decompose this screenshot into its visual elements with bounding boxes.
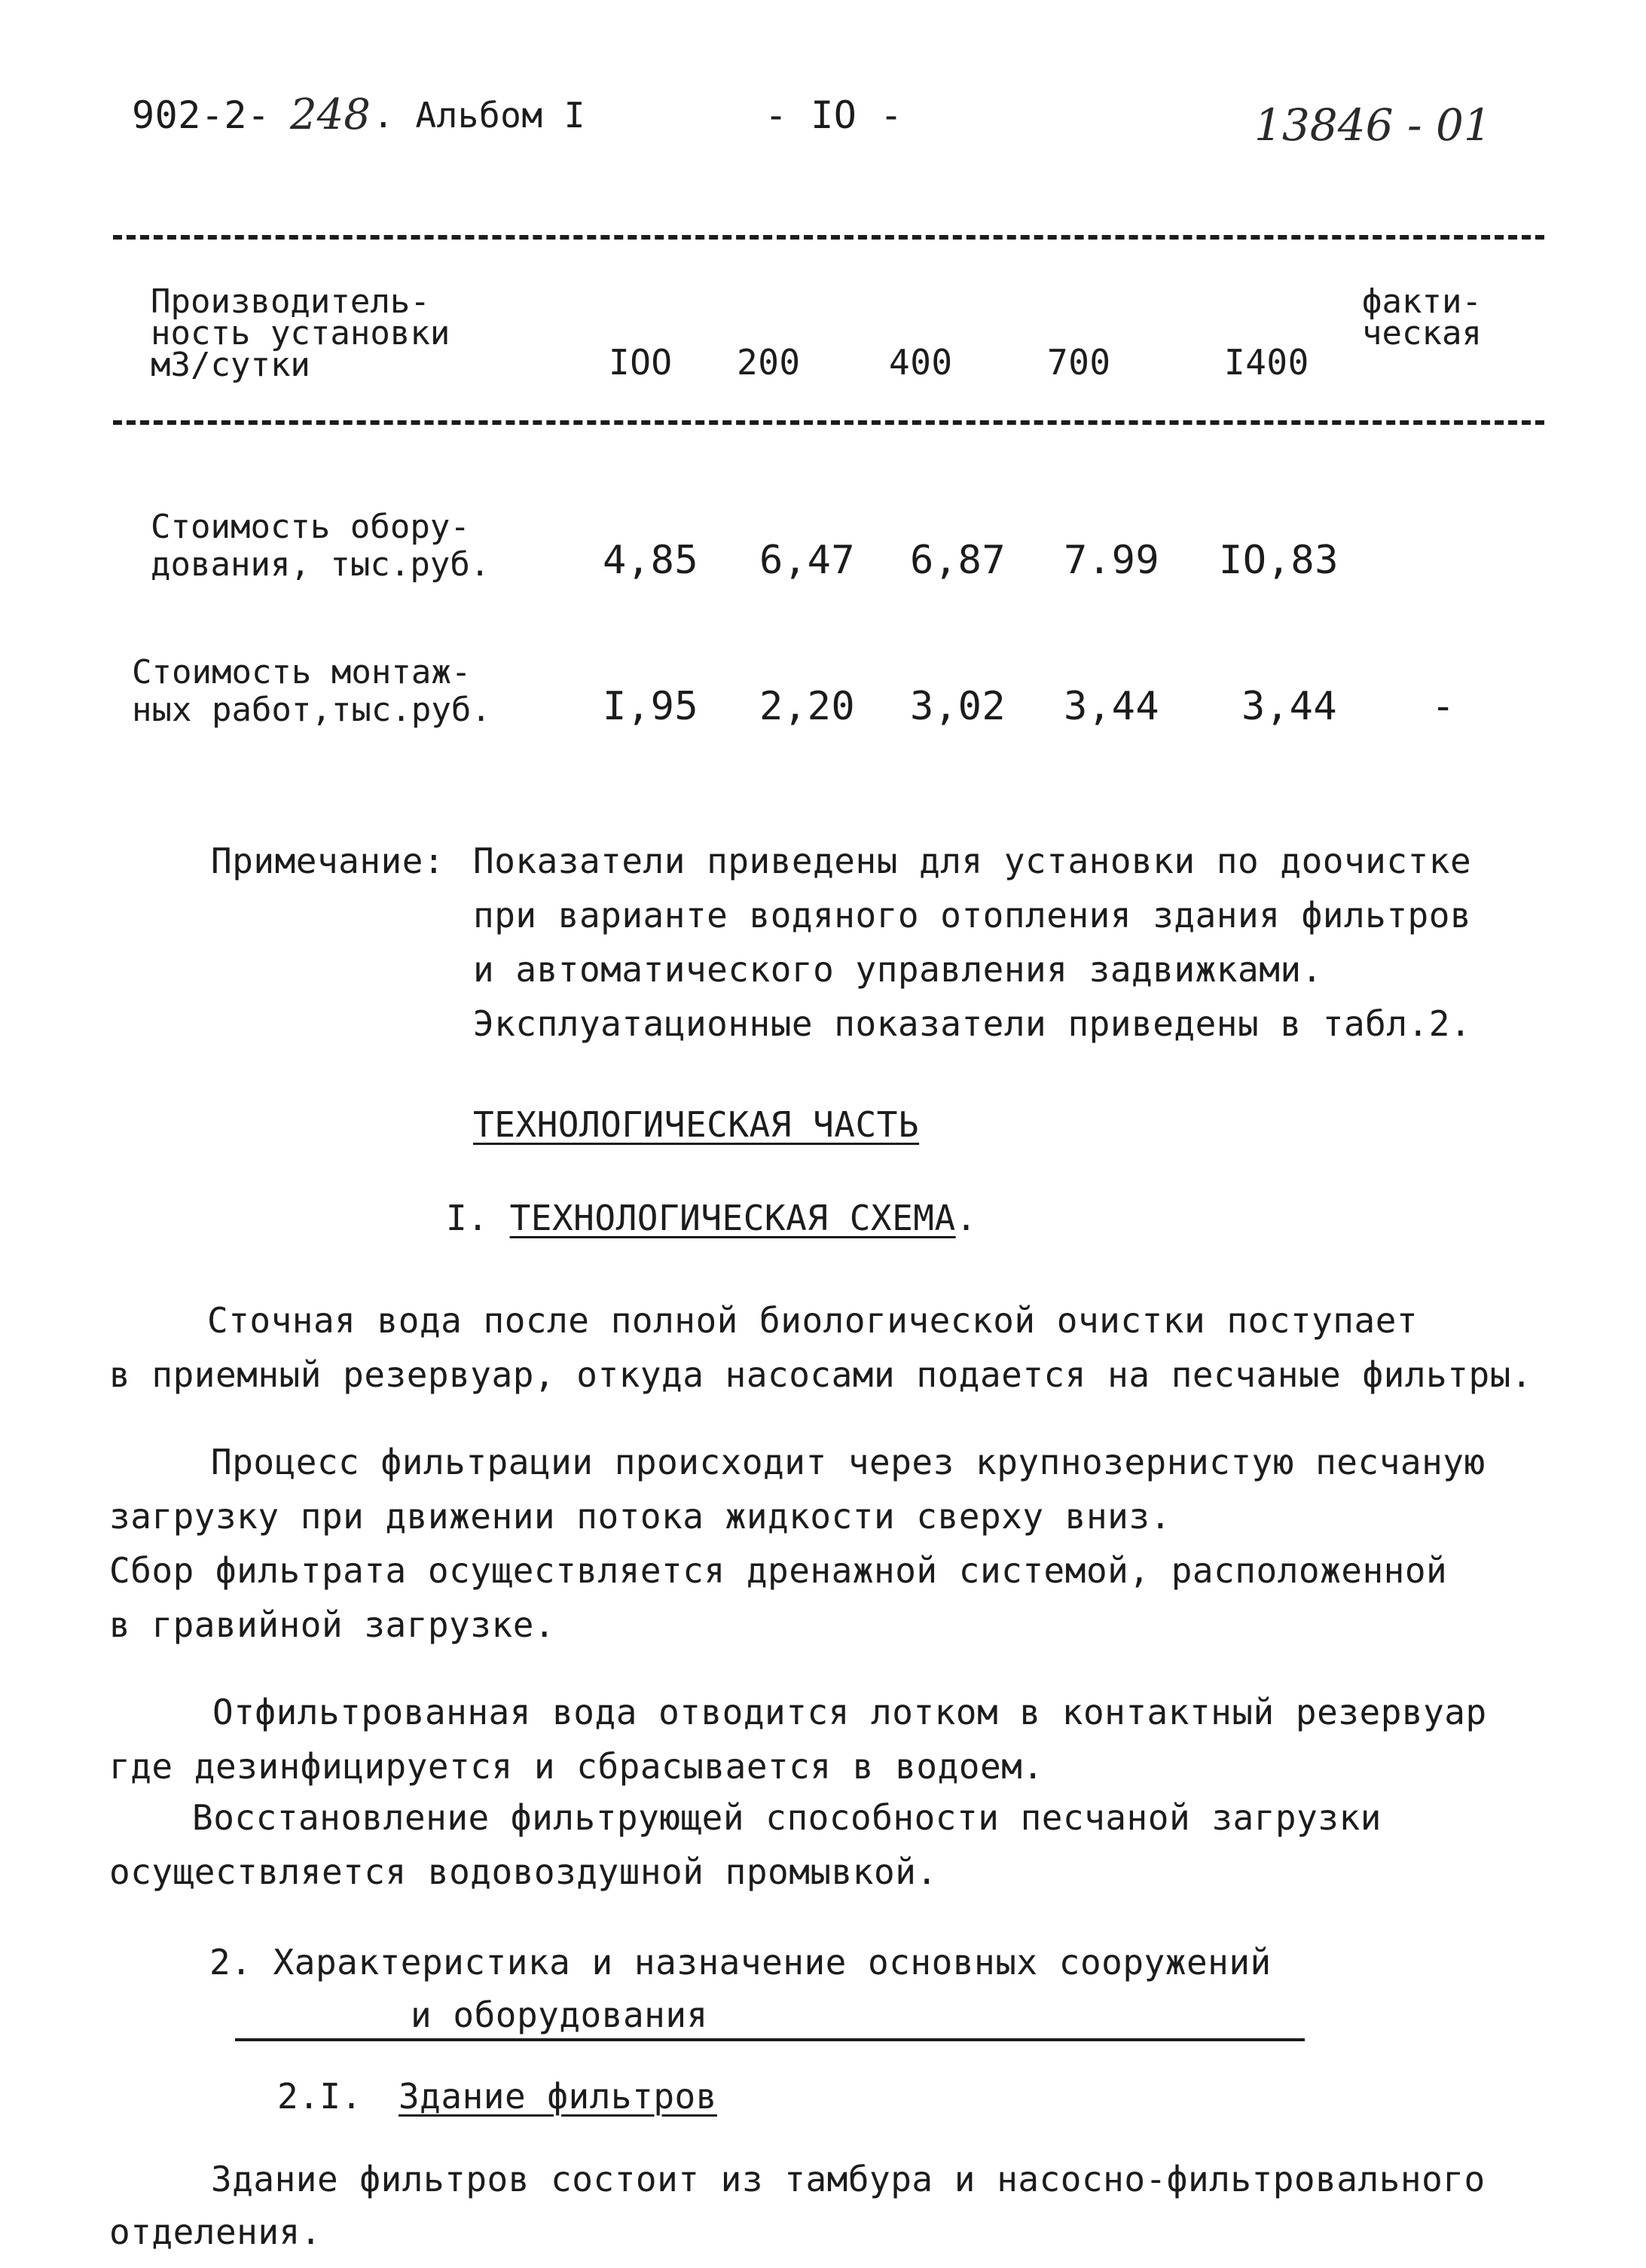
section-title: ТЕХНОЛОГИЧЕСКАЯ ЧАСТЬ bbox=[473, 1104, 920, 1145]
subsection-2-title-line2: и оборудования bbox=[411, 1995, 708, 2035]
note-line: Показатели приведены для установки по доочистке bbox=[473, 841, 1472, 881]
table-cell: 4,85 bbox=[603, 538, 699, 583]
table-row-label-line: дования, тыс.руб. bbox=[151, 545, 490, 584]
paragraph-line: отделения. bbox=[109, 2212, 322, 2252]
note-label: Примечание: bbox=[211, 841, 445, 881]
col-header-actual-line: факти- bbox=[1362, 282, 1482, 321]
paragraph-line: Сбор фильтрата осуществляется дренажной системой, расположенной bbox=[109, 1550, 1448, 1591]
subsection-1-title: ТЕХНОЛОГИЧЕСКАЯ СХЕМА bbox=[509, 1198, 956, 1238]
subsection-2-number: 2. bbox=[209, 1942, 252, 1983]
doc-number-handwritten: 248 bbox=[290, 90, 371, 139]
table-header-label-line: м3/сутки bbox=[151, 346, 310, 384]
subsection-2 bbox=[209, 1942, 1272, 1983]
table-cell: 3,02 bbox=[910, 684, 1006, 729]
note-line: при варианте водяного отопления здания фильтров bbox=[473, 895, 1472, 936]
archive-number-handwritten: 13846 - 01 bbox=[1254, 99, 1492, 151]
table-cell: IO,83 bbox=[1219, 538, 1339, 583]
subsection-2-1-title: Здание фильтров bbox=[398, 2076, 717, 2117]
paragraph-line: в приемный резервуар, откуда насосами подается на песчаные фильтры. bbox=[109, 1354, 1533, 1395]
col-header-200: 200 bbox=[737, 342, 801, 383]
table-cell: 6,47 bbox=[759, 538, 856, 583]
col-header-actual-line: ческая bbox=[1362, 314, 1482, 353]
table-cell: I,95 bbox=[603, 684, 699, 729]
subsection-2-underline bbox=[235, 2038, 1305, 2041]
subsection-1-trailing: . bbox=[955, 1198, 977, 1238]
table-row-label-line: Стоимость монтаж- bbox=[132, 653, 472, 691]
table-header-label bbox=[151, 282, 450, 384]
subsection-1 bbox=[446, 1198, 977, 1238]
table-top-rule bbox=[113, 235, 1544, 240]
table-cell: 6,87 bbox=[910, 538, 1006, 583]
paragraph-line: Отфильтрованная вода отводится лотком в контактный резервуар bbox=[212, 1692, 1487, 1732]
paragraph-line: Сточная вода после полной биологической очистки поступает bbox=[207, 1300, 1418, 1341]
table-row-label bbox=[151, 508, 490, 584]
doc-code: 902-2- bbox=[132, 93, 270, 137]
album-label: . Альбом I bbox=[373, 95, 585, 136]
subsection-2-1 bbox=[277, 2076, 717, 2117]
table-header-label-line: ность установки bbox=[151, 314, 450, 353]
subsection-1-number: I. bbox=[446, 1198, 489, 1238]
col-header-100: IOO bbox=[609, 342, 673, 383]
paragraph-line: Восстановление фильтрующей способности песчаной загрузки bbox=[192, 1797, 1382, 1838]
paragraph-line: где дезинфицируется и сбрасывается в водоем. bbox=[109, 1746, 1044, 1787]
paragraph-line: в гравийной загрузке. bbox=[109, 1604, 556, 1645]
table-header-rule bbox=[113, 420, 1544, 425]
table-cell: 2,20 bbox=[759, 684, 856, 729]
note-line: и автоматического управления задвижками. bbox=[473, 949, 1323, 990]
col-header-actual bbox=[1362, 282, 1482, 353]
col-header-700: 700 bbox=[1047, 342, 1111, 383]
subsection-2-title-line1: Характеристика и назначение основных сооружений bbox=[273, 1942, 1272, 1983]
table-header-label-line: Производитель- bbox=[151, 282, 430, 321]
paragraph-line: Здание фильтров состоит из тамбура и насосно-фильтровального bbox=[211, 2159, 1486, 2199]
table-row-label-line: ных работ,тыс.руб. bbox=[132, 691, 491, 729]
col-header-400: 400 bbox=[889, 342, 953, 383]
table-row-label-line: Стоимость обору- bbox=[151, 508, 470, 546]
table-cell: 3,44 bbox=[1241, 684, 1338, 729]
subsection-2-1-number: 2.I. bbox=[277, 2076, 362, 2117]
table-cell: 7.99 bbox=[1064, 538, 1160, 583]
paragraph-line: загрузку при движении потока жидкости сверху вниз. bbox=[109, 1496, 1171, 1537]
table-cell: 3,44 bbox=[1064, 684, 1160, 729]
note-line: Эксплуатационные показатели приведены в табл.2. bbox=[473, 1003, 1472, 1044]
table-row-label bbox=[132, 654, 491, 729]
paragraph-line: Процесс фильтрации происходит через крупнозернистую песчаную bbox=[211, 1442, 1486, 1482]
paragraph-line: осуществляется водовоздушной промывкой. bbox=[109, 1851, 938, 1892]
page-number: - IO - bbox=[765, 93, 903, 137]
col-header-1400: I400 bbox=[1224, 342, 1309, 383]
table-cell-actual: - bbox=[1431, 684, 1455, 729]
